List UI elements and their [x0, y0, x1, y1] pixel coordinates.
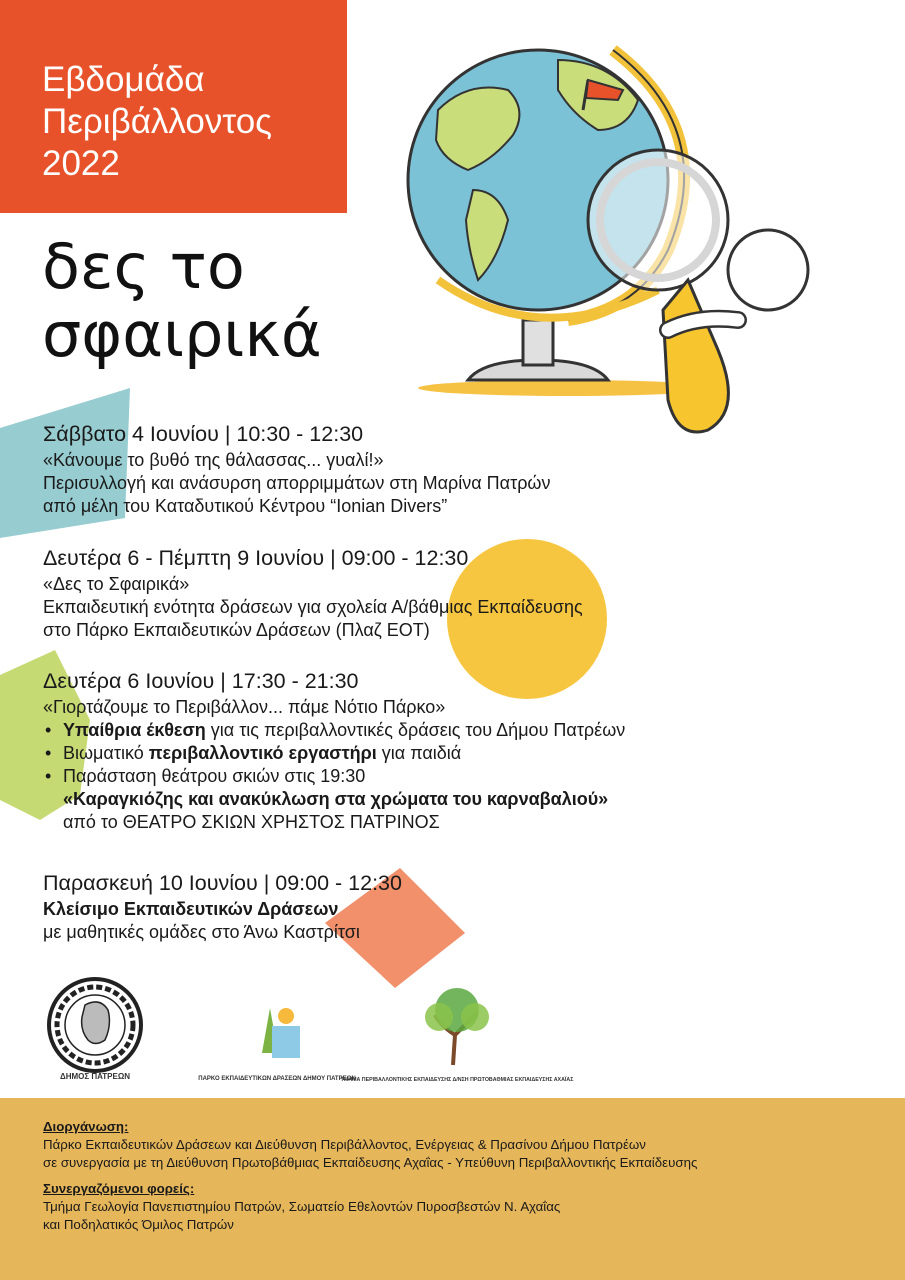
event-2-text-1: Εκπαιδευτική ενότητα δράσεων για σχολεία Α/βάθμιας Εκπαίδευσης [43, 597, 583, 617]
event-3-date: Δευτέρα 6 Ιουνίου | 17:30 - 21:30 [43, 669, 359, 693]
event-2 [43, 545, 583, 642]
bullet-rest: για παιδιά [376, 743, 462, 763]
organizers-line-2: σε συνεργασία με τη Διεύθυνση Πρωτοβάθμιας Εκπαίδευσης Αχαΐας - Υπεύθυνη Περιβαλλοντικής Εκπαίδευσης [43, 1155, 698, 1170]
globe-illustration [398, 20, 778, 460]
event-1 [43, 421, 550, 518]
dimos-patreon-logo [40, 975, 150, 1085]
partners-line-2: και Ποδηλατικός Όμιλος Πατρών [43, 1217, 234, 1232]
bullet-pre: Παράσταση θεάτρου σκιών στις 19:30 [63, 766, 366, 786]
slogan-line-1: δες το [42, 230, 245, 303]
event-4 [43, 870, 402, 944]
footer [0, 1098, 905, 1280]
header-line-1: Εβδομάδα [42, 60, 205, 99]
event-1-text-2: από μέλη του Καταδυτικού Κέντρου “Ionian Divers” [43, 496, 448, 516]
header-line-2: Περιβάλλοντος [42, 102, 273, 141]
header-box [0, 0, 347, 213]
partners-heading: Συνεργαζόμενοι φορείς: [43, 1181, 195, 1196]
event-3 [43, 668, 625, 834]
tmima-logo-text: ΤΜΗΜΑ ΠΕΡΙΒΑΛΛΟΝΤΙΚΗΣ ΕΚΠΑΙΔΕΥΣΗΣ Δ/ΝΣΗ ΠΡΩΤΟΒΑΘΜΙΑΣ ΕΚΠΑΙΔΕΥΣΗΣ ΑΧΑΪΑΣ [340, 1077, 574, 1083]
bullet-pre: Βιωματικό [63, 743, 149, 763]
event-2-date: Δευτέρα 6 - Πέμπτη 9 Ιουνίου | 09:00 - 12:30 [43, 546, 469, 570]
shadow-theatre-title: «Καραγκιόζης και ανακύκλωση στα χρώματα του καρναβαλιού» [63, 789, 609, 809]
organizers-line-1: Πάρκο Εκπαιδευτικών Δράσεων και Διεύθυνση Περιβάλλοντος, Ενέργειας & Πρασίνου Δήμου Πατρέων [43, 1137, 646, 1152]
event-4-date: Παρασκευή 10 Ιουνίου | 09:00 - 12:30 [43, 871, 402, 895]
event-4-text-1: με μαθητικές ομάδες στο Άνω Καστρίτσι [43, 922, 360, 942]
event-2-title: «Δες το Σφαιρικά» [43, 574, 190, 594]
shadow-theatre-by: από το ΘΕΑΤΡΟ ΣΚΙΩΝ ΧΡΗΣΤΟΣ ΠΑΤΡΙΝΟΣ [63, 812, 440, 832]
header-line-3: 2022 [42, 144, 120, 183]
bullet-bold: Υπαίθρια έκθεση [63, 720, 206, 740]
bullet-item [43, 719, 625, 742]
event-1-title: «Κάνουμε το βυθό της θάλασσας... γυαλί!» [43, 450, 384, 470]
event-1-date: Σάββατο 4 Ιουνίου | 10:30 - 12:30 [43, 422, 364, 446]
event-3-title: «Γιορτάζουμε το Περιβάλλον... πάμε Νότιο Πάρκο» [43, 697, 446, 717]
tmima-logo [340, 975, 574, 1085]
bullet-item [43, 742, 625, 765]
bullet-rest: για τις περιβαλλοντικές δράσεις του Δήμου Πατρέων [205, 720, 626, 740]
event-2-text-2: στο Πάρκο Εκπαιδευτικών Δράσεων (Πλαζ ΕΟΤ) [43, 620, 430, 640]
bullet-item [43, 765, 625, 788]
parko-logo-text: ΠΑΡΚΟ ΕΚΠΑΙΔΕΥΤΙΚΩΝ ΔΡΑΣΕΩΝ ΔΗΜΟΥ ΠΑΤΡΕΩΝ [198, 1076, 356, 1082]
partners-line-1: Τμήμα Γεωλογία Πανεπιστημίου Πατρών, Σωματείο Εθελοντών Πυροσβεστών Ν. Αχαΐας [43, 1199, 561, 1214]
event-4-title: Κλείσιμο Εκπαιδευτικών Δράσεων [43, 899, 339, 919]
parko-logo [198, 968, 356, 1088]
bullet-bold: περιβαλλοντικό εργαστήρι [148, 743, 377, 763]
organizers-heading: Διοργάνωση: [43, 1119, 129, 1134]
event-3-bullet-list [43, 719, 625, 788]
event-1-text-1: Περισυλλογή και ανάσυρση απορριμμάτων στη Μαρίνα Πατρών [43, 473, 551, 493]
slogan-line-2: σφαιρικά [42, 298, 322, 371]
dimos-logo-text: ΔΗΜΟΣ ΠΑΤΡΕΩΝ [59, 1072, 131, 1081]
